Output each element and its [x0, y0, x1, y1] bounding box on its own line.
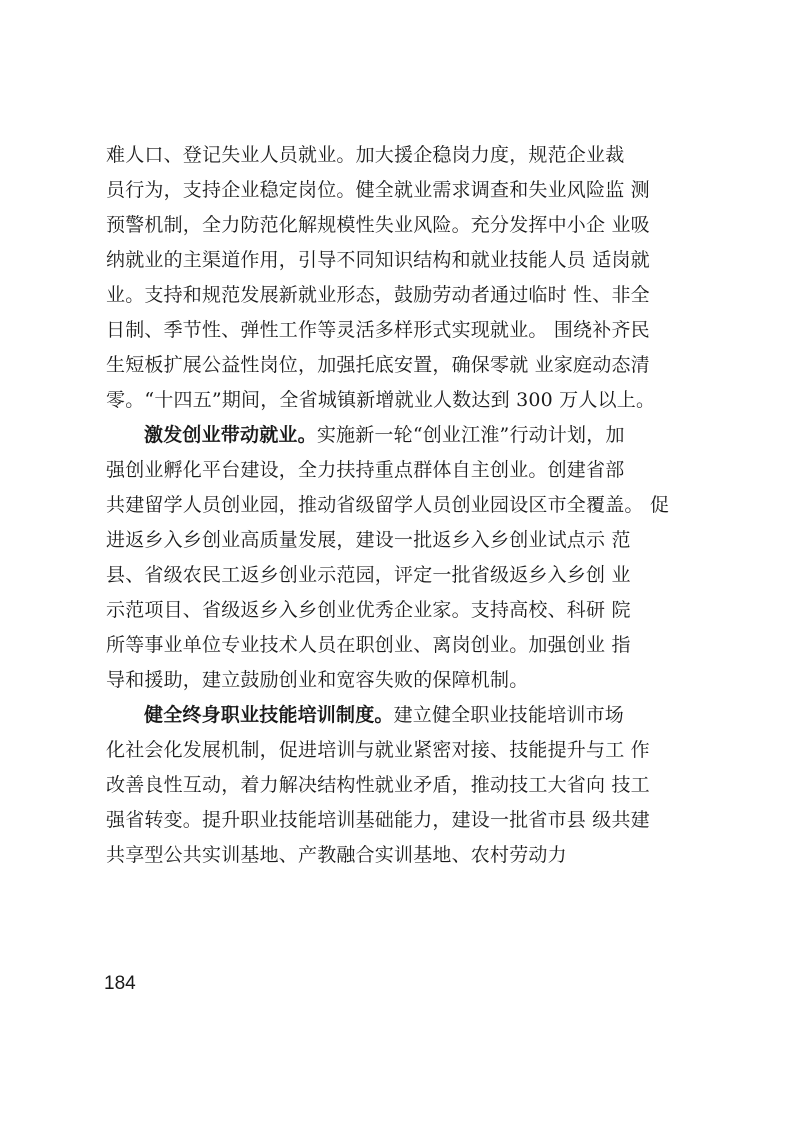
- text-line: 强创业孵化平台建设，全力扶持重点群体自主创业。创建省部: [106, 459, 625, 481]
- text-line: 业。支持和规范发展新就业形态，鼓励劳动者通过临时 性、非全: [106, 284, 650, 306]
- text-line: 员行为，支持企业稳定岗位。健全就业需求调查和失业风险监 测: [106, 179, 650, 201]
- text-run: 建立健全职业技能培训市场: [393, 704, 625, 726]
- text-run: 实施新一轮“创业江淮”行动计划，加: [316, 424, 625, 446]
- text-line: 生短板扩展公益性岗位，加强托底安置，确保零就 业家庭动态清: [106, 354, 650, 376]
- text-line: 共建留学人员创业园，推动省级留学人员创业园设区市全覆盖。 促: [106, 494, 670, 516]
- text-line: 化社会化发展机制，促进培训与就业紧密对接、技能提升与工 作: [106, 739, 650, 761]
- text-line: 强省转变。提升职业技能培训基础能力，建设一批省市县 级共建: [106, 809, 650, 831]
- text-line: 难人口、登记失业人员就业。加大援企稳岗力度，规范企业裁: [106, 144, 625, 166]
- section-heading: 健全终身职业技能培训制度。: [144, 704, 394, 726]
- text-line: 导和援助，建立鼓励创业和宽容失败的保障机制。: [106, 669, 529, 691]
- text-line: 纳就业的主渠道作用，引导不同知识结构和就业技能人员 适岗就: [106, 249, 650, 271]
- text-line: 示范项目、省级返乡入乡创业优秀企业家。支持高校、科研 院: [106, 599, 631, 621]
- text-line: 进返乡入乡创业高质量发展，建设一批返乡入乡创业试点示 范: [106, 529, 631, 551]
- paragraph-first-line: [106, 698, 706, 733]
- page-number: 184: [104, 973, 136, 994]
- text-line: 改善良性互动，着力解决结构性就业矛盾，推动技工大省向 技工: [106, 774, 650, 796]
- text-line: 日制、季节性、弹性工作等灵活多样形式实现就业。 围绕补齐民: [106, 319, 650, 341]
- section-heading: 激发创业带动就业。: [144, 424, 317, 446]
- text-line: 共享型公共实训基地、产教融合实训基地、农村劳动力: [106, 844, 567, 866]
- text-line: 所等事业单位专业技术人员在职创业、离岗创业。加强创业 指: [106, 634, 631, 656]
- text-line: 预警机制，全力防范化解规模性失业风险。充分发挥中小企 业吸: [106, 214, 650, 236]
- text-line: 零。“十四五”期间，全省城镇新增就业人数达到 300 万人以上。: [106, 389, 656, 411]
- body-text: [106, 138, 706, 873]
- text-line: 县、省级农民工返乡创业示范园，评定一批省级返乡入乡创 业: [106, 564, 631, 586]
- paragraph-first-line: [106, 418, 706, 453]
